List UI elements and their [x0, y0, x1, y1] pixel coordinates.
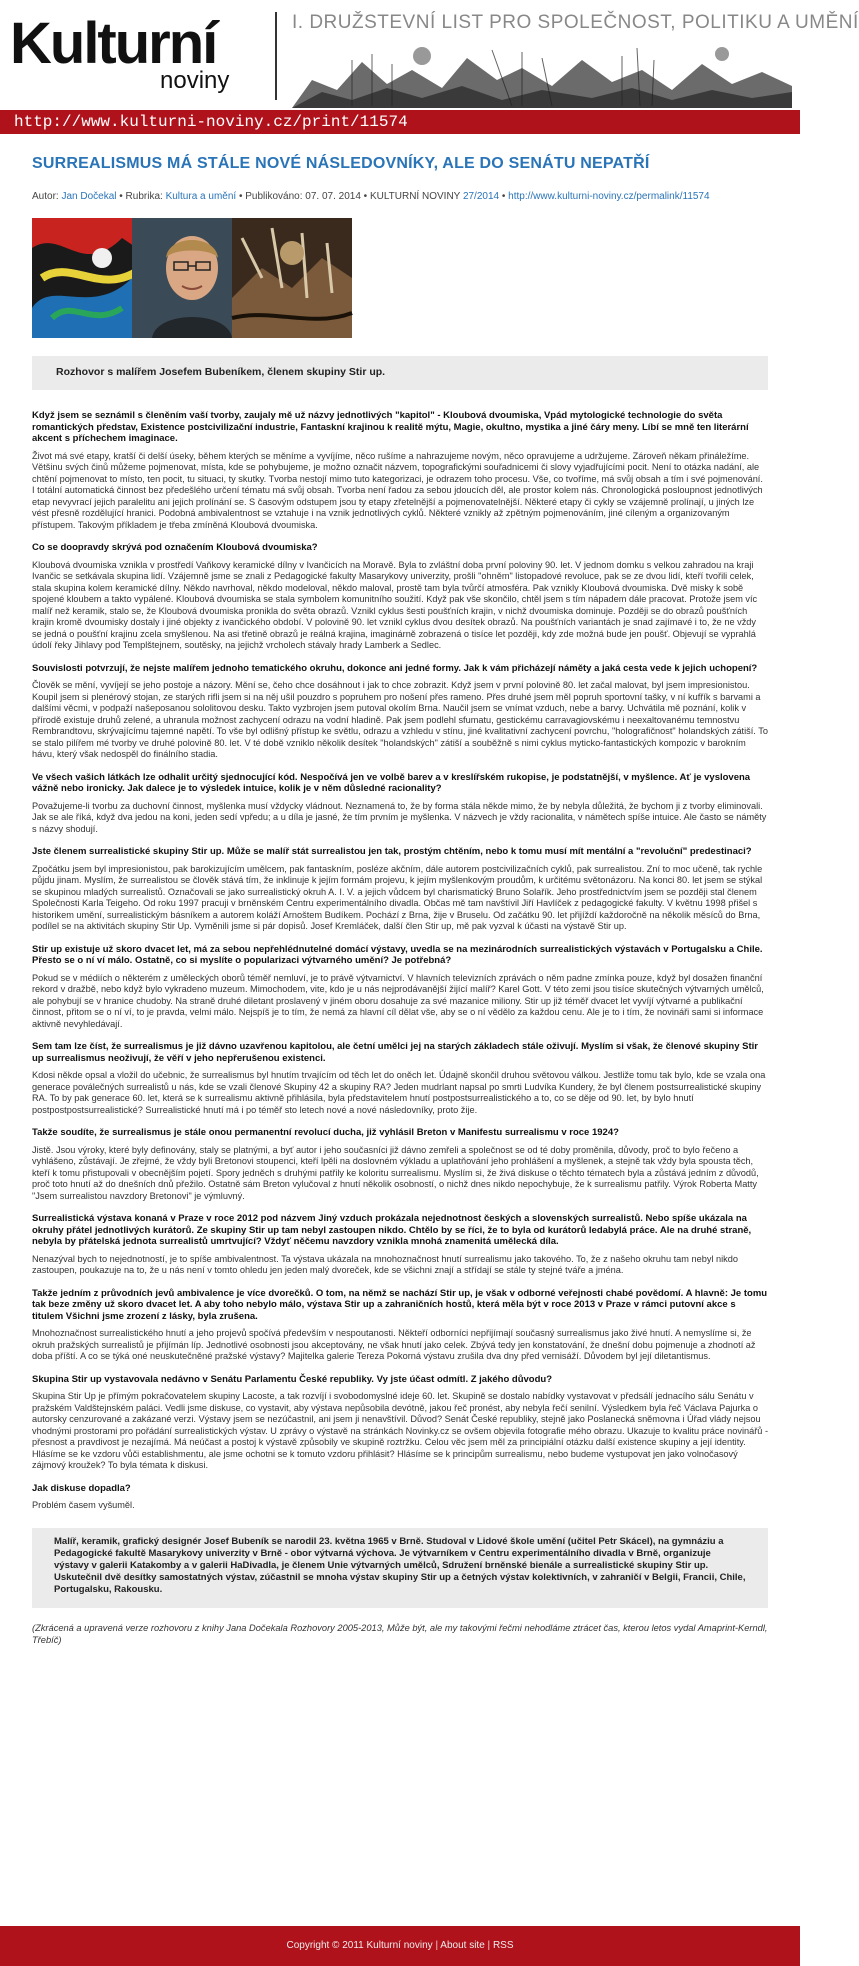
- author-label: Autor:: [32, 191, 59, 202]
- print-url-bar: [0, 110, 800, 134]
- rubric-label: • Rubrika:: [119, 191, 163, 202]
- logo-sub-text: noviny: [160, 67, 230, 94]
- copyright-text: Copyright © 2011: [286, 1940, 364, 1951]
- rubric-link[interactable]: Kultura a umění: [165, 191, 237, 202]
- interview-question: Souvislosti potvrzují, že nejste malířem jednoho tematického okruhu, dokonce ani jedné formy. Jak k vám přicházejí náměty a jaká cesta vede k jejich uchopení?: [32, 662, 758, 674]
- footer-site-link[interactable]: Kulturní noviny: [366, 1940, 433, 1951]
- interview-answer: Člověk se mění, vyvíjejí se jeho postoje a názory. Mění se, čeho chce dosáhnout i jak to chce zobrazit. Když jsem v první polovině 80. let začal malovat, byl jsem impresionistou. Koupil jsem si plenérový stojan, ze starých rifli jsem si na něj ušil pouzdro s popruhem pro nošení přes rameno. Přes druhé jsem měl popruh sportovní tašky, v ní kufřík s barvami a dalšími věcmi, v podpaží našeposanou sololitovou desku. Takto vyzbrojen jsem putoval okolím Brna. Naučil jsem se vnímat vzduch, nebe a barvy. Uchvátila mě poznání, kolik v přírodě existuje druhů zelené, a uhranula možnost zachycení odrazu na vodní hladině. Pak jsem podlehl sfumatu, gestickému carravagiovskému i neexaltovanému temnostvu Rembrandtovu, skrývajícímu tajemné napětí. To vše byl odlišný přístup ke světlu, odrazu a vzhledu v stínu, jiné kvalitativní zachycení povrchu, "holografičnost" holandských zátiší. To se stalo pilířem mé tvorby ve druhé polovině 80. let. V té době vzniklo několik desítek "holandských" zátiší a souběžně s nimi cyklus myticko-fantastických kompozic v barokním hávu, který však nedospěl do finálního stadia.: [32, 680, 768, 759]
- interview-question: Jak diskuse dopadla?: [32, 1482, 131, 1494]
- masthead: [0, 0, 859, 110]
- footer-separator: |: [435, 1940, 439, 1951]
- published-info: • Publikováno: 07. 07. 2014 • KULTURNÍ NOVINY: [238, 191, 461, 202]
- site-logo[interactable]: [10, 11, 270, 98]
- article-meta: [32, 190, 768, 204]
- interview-answer: Považujeme-li tvorbu za duchovní činnost, myšlenka musí vždycky vládnout. Neznamená to, že by forma stála někde mimo, že by nebyla důležitá, že bychom ji z tvorby eliminovali. Jak se ale říká, když dva jedou na koni, jeden sedí vpředu; a u díla je jasné, že tím prvním je myšlenka. V názvech je vždy racionalita, v námětech spíše intuice. Ale často se náměty s názvy shodují.: [32, 800, 767, 834]
- interview-answer: Život má své etapy, kratší či delší úseky, během kterých se měníme a vyvíjíme, něco rušíme a nahrazujeme novým, něco opravujeme a udržujeme. Zároveň někam přináležíme. Většinu svých činů můžeme pojmenovat, místa, kde se pohybujeme, je možno označit názvem, topografickými souřadnicemi či slovy vyjadřujícími pocit. Není to otázka nadání, ale chtění pojmenovat to místo, ten pocit, tu situaci, ty skutky. Tvorba nestojí mimo tuto kategorizaci, je odrazem toho procesu. Vše, co tvoříme, má svůj obsah a tím i své pojmenování. I totální automatická činnost bez předešlého určení tématu má svůj obsah. Tvorba není řadou za sebou jdoucích děl, ale prostor kolem nás. Chronologická posloupnost jednotlivých etap nevyvrací jejich paralelitu ani jejich prolínání se. S časovým odstupem jsou ty etapy zřetelnější a pojmenovatelnější. Některé etapy či cykly se vzájemně prolínají, u jiných lze vést přesně rozdělující hranici. Podobná ambivalentnost se vztahuje i na vznik jednotlivých cyklů. Některé vznikly až zpětným pojmenováním, jiné cíleným a organizovaným přístupem. Takovým příkladem je třeba zmíněná Kloubová dvoumiska.: [32, 450, 763, 530]
- interview-question: Ve všech vašich látkách lze odhalit určitý sjednocující kód. Nespočívá jen ve volbě barev a v kreslířském rukopise, je podstatnější, v myšlence. Ať je vyslovena vážně nebo ironicky. Jak dalece je to výsledek intuice, kolik je v něm důsledné racionality?: [32, 771, 751, 794]
- interview-question: Takže soudíte, že surrealismus je stále onou permanentní revolucí ducha, již vyhlásil Breton v Manifestu surrealismu v roce 1924?: [32, 1127, 619, 1138]
- about-site-link[interactable]: About site: [440, 1940, 485, 1951]
- interview-question: Když jsem se seznámil s členěním vaší tvorby, zaujaly mě už názvy jednotlivých "kapitol" - Kloubová dvoumiska, Vpád mytologické technologie do světa romantických představ, Existence postcivilizační industrie, Fantaskní krajinou k realitě mýtu, Magie, okultno, mystika a jiné čáry meny. Líbí se mně ten literární akcent s příchechem imaginace.: [32, 410, 749, 444]
- rss-link[interactable]: RSS: [492, 1940, 514, 1951]
- interview-answer: Skupina Stir Up je přímým pokračovatelem skupiny Lacoste, a tak rozvíjí i svobodomyslné ideje 60. let. Skupině se dostalo nabídky vystavovat v předsálí jednacího sálu Senátu v pražském Valdštejnském paláci. Vedli jsme diskuse, co vystavit, aby výstava nepůsobila devótně, jakou řeč pronést, aby nebyla řečí senilní. Výsledkem byla řeč Václava Pajurka o autorsky cenzurované a zakázané verzi. Výstavy jsem se nezúčastnil, ani jsem ji nenavštívil. Důvod? Senát České republiky, stejně jako Poslanecká sněmovna i Úřad vlády nejsou vhodnými prostorami pro pořádání surrealistických výstav. U zprávy o výstavě na stránkách Novinky.cz se ovšem objevila fotografie mého obrazu. Ukazuje to kvalitu práce novinářů - přesnost a pravdivost je nezajímá. Má neúčast a postoj k výstavě způsobily ve skupině roztržku. Celou věc jsem měl za principiální otázku další existence skupiny a její identity. Hlásíme se ke vzdoru vůči establishmentu, ale jsme ochotni se k tomuto vzdoru přihlásit? Hlásíme se k principům surrealismu, nebo budeme vystupovat jen jako volnočasový zájmový kroužek? To byla témata k diskusi.: [32, 1391, 769, 1470]
- interview-answer: Zpočátku jsem byl impresionistou, pak barokizujícím umělcem, pak fantaskním, posléze akčním, dále autorem postcivilizačních cyklů, pak surrealistou. Zní to moc učeně, tak rychle půjdu jinam. Myslím, že surrealistou se člověk stává tím, že inklinuje k jejím formám projevu, k jejím myšlenkovým proudům, k určitému světonázoru. Na konci 80. let jsem se stýkal se skupinou mladých surrealistů. Označovali se jako surrealistický okruh A. I. V. a jejich vůdcem byl charismatický Bruno Solařík. Jeho prostřednictvím jsem se později stal členem Společnosti Karla Teigeho. Od roku 1997 pracuji v brněnském Centru experimentálního divadla. Občas mě tam navštívil Jiří Havlíček z pedagogické fakulty. V květnu 1998 přišel s historikem umění, surrealistickým básníkem a autorem koláží Arnoštem Budíkem. Pochází z Brna, žije v Bruselu. Od začátku 90. let přijíždí každoročně na několik měsíců do Brna, podílel se na aktivitách skupiny Stir Up. Vyměnili jsme si pár dopisů. Josef Kremláček, další člen Stir up, mě pak vyzval k účasti na výstavě Stir up.: [32, 863, 763, 931]
- author-link[interactable]: Jan Dočekal: [61, 191, 117, 202]
- interview-question: Co se doopravdy skrývá pod označením Kloubová dvoumiska?: [32, 542, 318, 553]
- article-title: SURREALISMUS MÁ STÁLE NOVÉ NÁSLEDOVNÍKY, ALE DO SENÁTU NEPATŘÍ: [32, 155, 650, 172]
- interview-question: Stir up existuje už skoro dvacet let, má za sebou nepřehlédnutelné domácí výstavy, uvedla se na mezinárodních surrealistických výstavách v Portugalsku a Chile. Přesto se o ní ví málo. Ostatně, co si myslíte o popularizaci výtvarného umění? Je potřebná?: [32, 943, 763, 966]
- interview-question: Jste členem surrealistické skupiny Stir up. Může se malíř stát surrealistou jen tak, prostým chtěním, nebo k tomu musí mít mentální a "revoluční" predestinaci?: [32, 846, 752, 857]
- masthead-divider: [275, 12, 277, 100]
- print-url[interactable]: http://www.kulturni-noviny.cz/print/11574: [14, 113, 408, 131]
- masthead-artwork: [292, 40, 792, 108]
- artwork-image: [232, 218, 352, 338]
- interview-question: Surrealistická výstava konaná v Praze v roce 2012 pod názvem Jiný vzduch prokázala nejednotnost českých a slovenských surrealistů. Nebo spíše ukázala na okruhy přátel jednotlivých kurátorů. Ze skupiny Stir up tam nebyl zastoupen nikdo. Chtělo by se říci, že to byla od kurátorů ledabylá práce. Ale na druhé straně, nebyla by přátelská jednota surrealistů umrtvující? Vždyť něčemu navzdory vznikla mnohá znamenitá umělecká díla.: [32, 1213, 752, 1247]
- interview-question: Sem tam lze číst, že surrealismus je již dávno uzavřenou kapitolou, ale četní umělci jej na starých základech stále oživují. Myslím si však, že členové skupiny Stir up surrealismus neoživují, že věří v jeho nepřerušenou existenci.: [32, 1041, 758, 1064]
- interview-answer: Kdosi někde opsal a vložil do učebnic, že surrealismus byl hnutím trvajícím od těch let do oněch let. Údajně skončil druhou světovou válkou. Jestliže tomu tak bylo, kde se vzala ona generace poválečných surrealistů u nás, kde se vzali členové Skupiny 42 a skupiny RA? Jeden mudrlant napsal po smrti Ludvíka Kundery, že byl členem postsurrealistické skupiny RA. To by pak generace 60. let, která se k surrealismu aktivně přihlásila, byla představitelem hnutí postpostsurrealistického a to, co se děje od 90. let, by bylo hnutí postpostpostsurrealistické? Surrealistické hnutí má i po téměř sto letech nové a nové následovníky, proto žije.: [32, 1070, 766, 1115]
- meta-separator: •: [501, 191, 506, 202]
- interview-answer: Mnohoznačnost surrealistického hnutí a jeho projevů spočívá především v nespoutanosti. Někteří odborníci nepřijímají současný surrealismus jako živé hnutí. A nemyslíme si, že okruh pražských surrealistů je přijímán líp. Jednotlivé osobnosti jsou akceptovány, ne však hnutí jako celek. Zbývá tedy jen konstatování, že dnešní dobu pojmenuje a zhodnotí až doba příští. A co se týká oné neuskutečněné pražské výstavy? Majitelka galerie Tereza Pokorná výstavu zrušila dva dny před vernisáží. Důvodem byl její diletantismus.: [32, 1328, 756, 1361]
- interview-answer: Problém časem vyšuměl.: [32, 1500, 135, 1510]
- interview-answer: Kloubová dvoumiska vznikla v prostředí Vaňkovy keramické dílny v Ivančicích na Moravě. Byla to zvláštní doba první poloviny 90. let. V jednom domku s velkou zahradou na kraji Ivančic se setkávala skupina lidí. Vzájemně jsme se znali z Pedagogické fakulty Masarykovy univerzity, prošli "ohněm" listopadové revoluce, pak se ze dvou lidí, kteří tvořili celek, stala skupina kolem keramické dílny. Někdo navrhoval, někdo modeloval, někdo maloval, prostě tam byla tvůrčí atmosféra. Pak vznikly Kloubová dvoumiska. Dvě misky k sobě spojené kloubem a takto vypálené. Kloubová dvoumiska se stala symbolem komunitního soužití. Když pak vše skončilo, chtěl jsem s tím nápadem dále pracovat. Protože jsem víc malíř než keramik, stalo se, že Kloubová dvoumiska pronikla do světa obrazů. Vznikl cyklus šesti poušťních krajin, v nichž dvoumiska dominuje. Později se do obrazů poušťních krajin kromě dvoumisky dostaly i jiné objekty z ivančického období. V polovině 90. let vznikl cyklus dvou desítek obrazů. Na poušťních variantách je snad zajímavé i to, že ne vždy se jedná o poušťní krajinu zcela smyšlenou. Na asi třetině obrazů je reálná krajina, imaginárně zobrazená o tisíce let později, kdy zde možná bude jen poušť. Objevují se vyprahlá údolí řeky Jihlavy pod Templštejnem, soutěsky, na jejichž vrcholech stávaly hrady Lamberk a Sedlec.: [32, 559, 758, 650]
- site-footer: [0, 1926, 800, 1966]
- article-photos: [32, 218, 768, 338]
- author-bio: Malíř, keramik, grafický designér Josef Bubeník se narodil 23. května 1965 v Brně. Studoval v Lidové škole umění (učitel Petr Skácel), na gymnáziu a Pedagogické fakultě Masarykovy univerzity v Brně - obor výtvarná výchova. Je výtvarníkem v Centru experimentálního divadla v Brně, organizuje výstavy v galerii Katakomby a v galerii HaDivadla, je členem Unie výtvarných umělců, Sdružení brněnské bienále a surrealistické skupiny Stir up. Uskutečnil dvě desítky samostatných výstav, zúčastnil se mnoha výstav skupiny Stir up a četných výstav kolektivních, v zahraničí v Belgii, Francii, Chile, Portugalsku, Rakousku.: [32, 1528, 768, 1608]
- interview-qa: [32, 410, 768, 1512]
- article: [32, 154, 768, 1646]
- masthead-tagline: I. DRUŽSTEVNÍ LIST PRO SPOLEČNOST, POLITIKU A UMĚNÍ: [292, 12, 859, 33]
- interview-answer: Pokud se v médiích o některém z uměleckých oborů téměř nemluví, je to právě výtvarnictví. V hlavních televizních zprávách o něm padne zmínka pouze, když byl dosažen finanční rekord v dražbě, nebo když bylo vykradeno muzeum. Mimochodem, vite, kdo je u nás nejprodávanější žijící malíř? Karel Gott. V této zemi jsou tisíce skutečných výtvarných umělců, ale pohybují se v hranice chudoby. Na straně druhé diletant proslavený v jiném oboru dosahuje za své mazanice miliony. Stir up již téměř dvacet let vyvíjí výtvarné a publikační činnost, přitom se o ní ví, to je pravda, velmi málo. Nejspíš je to tím, že nemá za hlavní cíl dělat vše, aby se o ní vědělo za každou cenu. Ale je to i tím, že novináři sami si informace aktivně nevyhledávají.: [32, 972, 764, 1029]
- interview-answer: Nenazýval bych to nejednotností, je to spíše ambivalentnost. Ta výstava ukázala na mnohoznačnost hnutí surrealismu jako takového. To, že z našeho okruhu tam nebyl nikdo zastoupen, poukazuje na to, že u nás není v tomto ohledu jen jeden malý dvoreček, kde se všichni znají a střídají se stále ty stejné tváře a jména.: [32, 1253, 738, 1275]
- footer-separator: |: [487, 1940, 491, 1951]
- logo-main-text: Kulturní: [10, 11, 217, 76]
- permalink[interactable]: http://www.kulturni-noviny.cz/permalink/11574: [508, 191, 710, 202]
- interview-answer: Jistě. Jsou výroky, které byly definovány, staly se platnými, a byť autor i jeho současníci již dávno zemřeli a společnost se od té doby proměnila, důvody, proč to bylo řečeno a vyhlášeno, zůstávají. Je zřejmé, že vždy byli Bretonovi stoupenci, kteří lpěli na doslovném výkladu a uplatňování jeho prohlášení a myšlenek, a stejně tak vždy byla spousta těch, kteří k tomu přistupovali v obecnějším pojetí. Spory jedněch s druhými patřily ke koloritu surrealismu. Myslím si, že živá diskuse o těchto tématech byla a zůstává jedním z důvodů, proč toto hnutí až do dnešních dnů přežilo. Ostatně sám Breton vylučoval z hnutí několik osobností, o nichž dnes nikdo nepochybuje, že k surrealismu patřily. Výrok Roberta Matty "Jsem surrealistou navzdory Bretonovi" je výmluvný.: [32, 1144, 759, 1201]
- source-note: (Zkrácená a upravená verze rozhovoru z knihy Jana Dočekala Rozhovory 2005-2013, Může být, ale my takovými řečmi nehodláme ztrácet čas, kterou letos vydal Amaprint-Kerndl, Třebíč): [32, 1622, 768, 1645]
- lead-box: Rozhovor s malířem Josefem Bubeníkem, členem skupiny Stir up.: [32, 356, 768, 390]
- interview-question: Skupina Stir up vystavovala nedávno v Senátu Parlamentu České republiky. Vy jste účast odmítl. Z jakého důvodu?: [32, 1373, 553, 1385]
- issue-link[interactable]: 27/2014: [462, 191, 500, 202]
- interview-question: Takže jedním z průvodních jevů ambivalence je více dvorečků. O tom, na němž se nachází Stir up, je však v odborné veřejnosti chabé povědomí. A hlavně: Je tomu tak beze změny už skoro dvacet let. A aby toho nebylo málo, výstava Stir up a zahraničních hostů, která měla být v roce 2013 v Praze v rámci putovní akce s titulem Všichni jsme zrození z lásky, byla zrušena.: [32, 1287, 768, 1322]
